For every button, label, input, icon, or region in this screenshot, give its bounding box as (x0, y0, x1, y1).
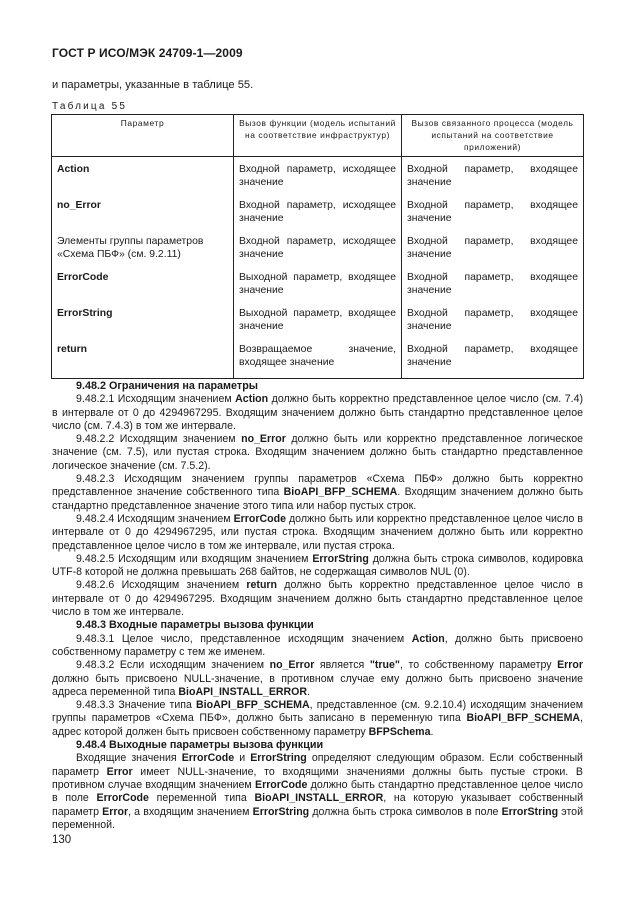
paragraph: 9.48.2.1 Исходящим значением Action должно быть корректно представленное целое число (см. 7.4) в интервале от 0 до 4294967295. Входящим значением должно быть стандартно представленное целое число (см. 7.4.3) в том же интервале. (52, 393, 583, 432)
cell-parameter: no_Error (52, 199, 234, 235)
cell-function-call: Входной параметр, исходящее значение (234, 235, 402, 271)
section-heading: 9.48.2 Ограничения на параметры (76, 380, 259, 392)
cell-process-call: Входной параметр, входящее значение (402, 271, 584, 307)
cell-process-call: Входной параметр, входящее значение (402, 199, 584, 235)
column-header-process-call: Вызов связанного процесса (модель испытаний на соответствие приложений) (402, 115, 584, 157)
cell-function-call: Выходной параметр, входящее значение (234, 271, 402, 307)
paragraph: 9.48.3.1 Целое число, представленное исходящим значением Action, должно быть присвоено собственному параметру с тем же именем. (52, 632, 583, 658)
table-row (52, 343, 584, 379)
cell-process-call: Входной параметр, входящее значение (402, 307, 584, 343)
cell-process-call: Входной параметр, входящее значение (402, 163, 584, 199)
paragraph: 9.48.3.3 Значение типа BioAPI_BFP_SCHEMA, представленное (см. 9.2.10.4) исходящим значением группы параметров «Схема ПБФ», должно быть записано в переменную типа BioAPI_BFP_SCHEMA, адрес которой должен быть присвоен собственному параметру BFPSchema. (52, 699, 583, 738)
body-text (52, 380, 583, 832)
column-header-function-call: Вызов функции (модель испытаний на соответствие инфраструктур) (234, 115, 402, 157)
cell-function-call: Выходной параметр, входящее значение (234, 307, 402, 343)
table-row (52, 307, 584, 343)
paragraph: 9.48.2.4 Исходящим значением ErrorCode должно быть или корректно представленное целое число в интервале от 0 до 4294967295, или пустая строка. Входящим значением должно быть или корректно представленное целое число в том же интервале, или пустая строка. (52, 512, 584, 552)
cell-process-call: Входной параметр, входящее значение (402, 343, 584, 379)
table-row (52, 163, 584, 199)
cell-process-call: Входной параметр, входящее значение (402, 235, 584, 271)
paragraph: Входящие значения ErrorCode и ErrorString определяют следующим образом. Если собственный параметр Error имеет NULL-значение, то входящими значениями должны быть пустые строки. В противном случае входящим значением ErrorCode должно быть стандартно представленное целое число в поле ErrorCode переменной типа BioAPI_INSTALL_ERROR, на которую указывает собственный параметр Error, а входящим значением ErrorString должна быть строка символов в поле ErrorString этой переменной. (52, 752, 584, 831)
section-heading: 9.48.4 Выходные параметры вызова функции (76, 739, 324, 752)
cell-parameter: Action (52, 163, 234, 199)
paragraph: 9.48.2.3 Исходящим значением группы параметров «Схема ПБФ» должно быть корректно представленное значение собственного типа BioAPI_BFP_SCHEMA. Входящим значением должно быть стандартно представленное значение этого типа или набор пустых строк. (52, 473, 583, 512)
cell-parameter: return (52, 343, 234, 379)
table-row (52, 235, 584, 271)
paragraph: 9.48.3.2 Если исходящим значением no_Error является "true", то собственному параметру Error должно быть присвоено NULL-значение, в противном случае ему должно быть присвоено значение адреса переменной типа BioAPI_INSTALL_ERROR. (52, 659, 584, 698)
cell-function-call: Входной параметр, исходящее значение (234, 199, 402, 235)
table-row (52, 271, 584, 307)
table-row (52, 199, 584, 235)
intro-text: и параметры, указанные в таблице 55. (52, 79, 254, 91)
cell-parameter: Элементы группы параметров «Схема ПБФ» (см. 9.2.11) (52, 235, 234, 271)
cell-function-call: Входной параметр, исходящее значение (234, 163, 402, 199)
paragraph: 9.48.2.6 Исходящим значением return должно быть корректно представленное целое число в интервале от 0 до 4294967295. Входящим значением должно быть стандартно представленное целое число в том же интервале. (52, 579, 583, 619)
cell-parameter: ErrorCode (52, 271, 234, 307)
table-header-row (52, 115, 584, 157)
section-heading: 9.48.3 Входные параметры вызова функции (76, 619, 314, 632)
paragraph: 9.48.2.5 Исходящим или входящим значением ErrorString должна быть строка символов, кодировка UTF-8 которой не должна превышать 268 байтов, не содержащая символов NUL (0). (52, 552, 583, 579)
document-header: ГОСТ Р ИСО/МЭК 24709-1—2009 (52, 46, 243, 60)
table-caption: Таблица 55 (52, 101, 128, 112)
cell-parameter: ErrorString (52, 307, 234, 343)
column-header-parameter: Параметр (52, 115, 234, 157)
cell-function-call: Возвращаемое значение, входящее значение (234, 343, 402, 379)
parameters-table (51, 114, 584, 379)
paragraph: 9.48.2.2 Исходящим значением no_Error должно быть или корректно представленное логическое значение (см. 7.5), или пустая строка. Входящим значением должно быть стандартно представленное логическое значение (см. 7.5.2). (52, 433, 583, 472)
page-number: 130 (52, 834, 72, 846)
